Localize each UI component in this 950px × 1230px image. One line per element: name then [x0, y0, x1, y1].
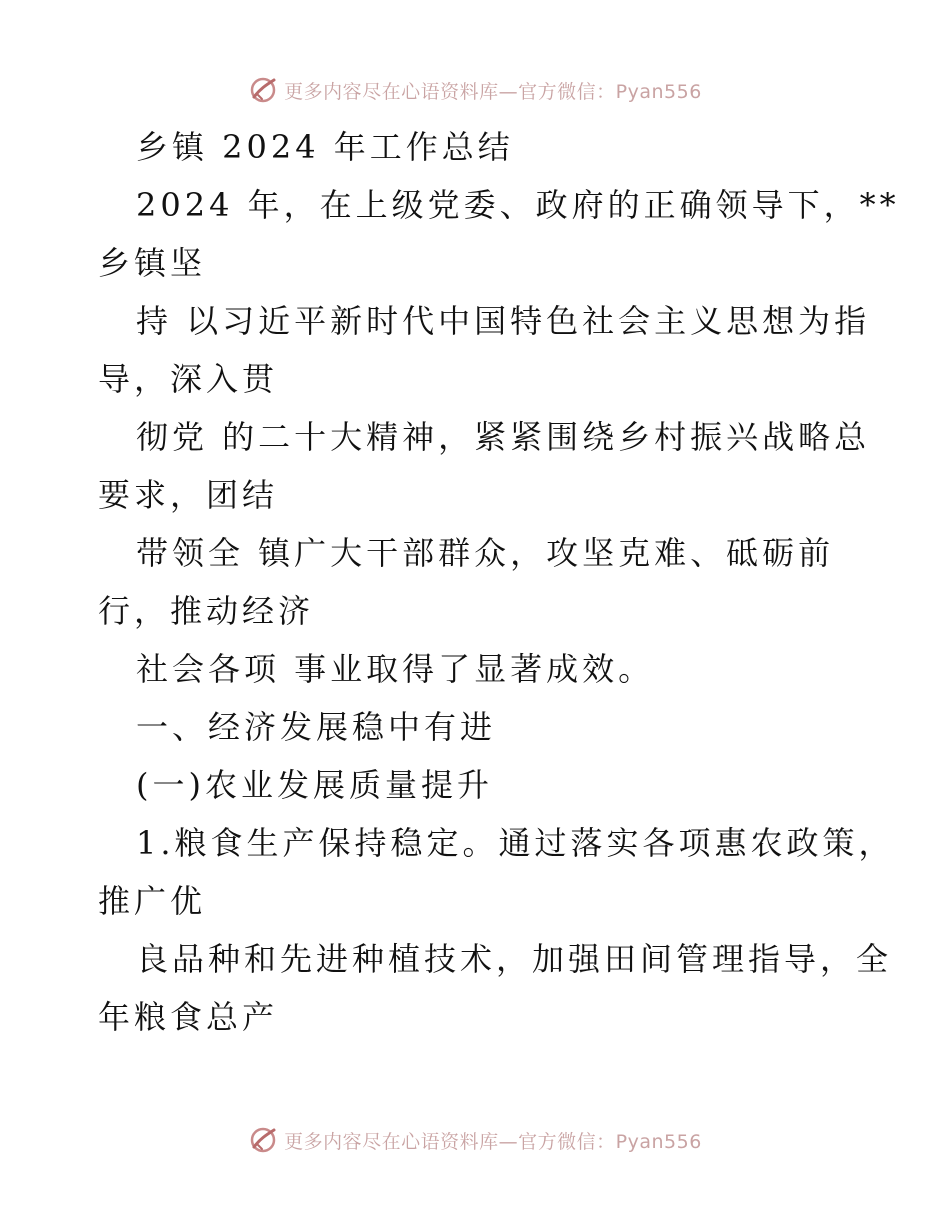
pen-swirl-logo-icon	[248, 1125, 278, 1155]
doc-line: 乡镇坚	[98, 244, 207, 282]
doc-line: 要求，团结	[98, 476, 279, 514]
pen-swirl-logo-icon	[248, 75, 278, 105]
doc-line: 推广优	[98, 882, 207, 920]
header-watermark	[0, 70, 950, 110]
section-heading: 一、经济发展稳中有进	[136, 708, 497, 746]
doc-line: 良品种和先进种植技术，加强田间管理指导，全	[136, 940, 893, 978]
footer-watermark	[0, 1120, 950, 1160]
doc-line: 社会各项 事业取得了显著成效。	[136, 650, 655, 688]
doc-line: 1.粮食生产保持稳定。通过落实各项惠农政策，	[136, 824, 895, 862]
doc-line: 带领全 镇广大干部群众，攻坚克难、砥砺前	[136, 534, 835, 572]
doc-line: 彻党 的二十大精神，紧紧围绕乡村振兴战略总	[136, 418, 871, 456]
doc-line: 导，深入贯	[98, 360, 279, 398]
subsection-heading: (一)农业发展质量提升	[136, 766, 493, 804]
doc-line: 2024 年，在上级党委、政府的正确领导下，**	[136, 186, 900, 224]
watermark-text: 更多内容尽在心语资料库—官方微信：Pyan556	[284, 1130, 702, 1153]
doc-line: 年粮食总产	[98, 998, 279, 1036]
doc-line: 行，推动经济	[98, 592, 315, 630]
doc-line: 持 以习近平新时代中国特色社会主义思想为指	[136, 302, 871, 340]
document-body	[98, 118, 900, 1046]
doc-title: 乡镇 2024 年工作总结	[136, 128, 514, 166]
watermark-text: 更多内容尽在心语资料库—官方微信：Pyan556	[284, 80, 702, 103]
